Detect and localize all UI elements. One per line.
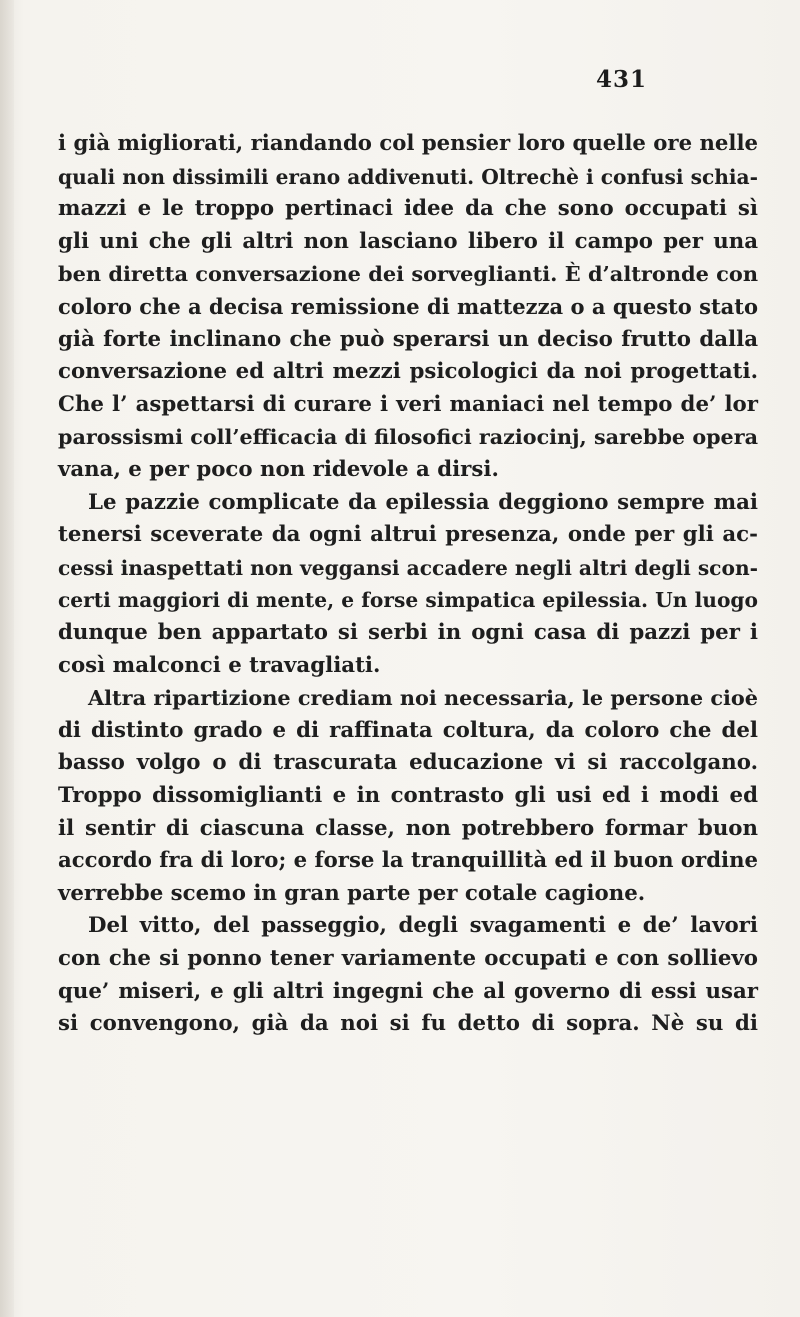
text-line: que’ miseri, e gli altri ingegni che al governo di essi usar (58, 978, 758, 1004)
text-line: certi maggiori di mente, e forse simpatica epilessia. Un luogo (58, 588, 758, 613)
text-line: tenersi sceverate da ogni altrui presenza, onde per gli ac- (58, 522, 758, 548)
text-line: così malconci e travagliati. (58, 652, 381, 678)
page-gutter (0, 0, 14, 1317)
text-line: Altra ripartizione crediam noi necessaria, le persone cioè (88, 685, 758, 711)
text-line: cessi inaspettati non veggansi accadere negli altri degli scon- (58, 555, 758, 580)
text-line: con che si ponno tener variamente occupati e con sollievo (58, 946, 758, 971)
text-line: ben diretta conversazione dei sorveglianti. È d’altronde con (58, 261, 758, 287)
text-line: i già migliorati, riandando col pensier loro quelle ore nelle (58, 131, 758, 156)
page-number: 431 (596, 66, 648, 93)
text-line: Del vitto, del passeggio, degli svagamenti e de’ lavori (88, 913, 758, 939)
text-line: verrebbe scemo in gran parte per cotale cagione. (58, 880, 646, 906)
text-line: mazzi e le troppo pertinaci idee da che sono occupati sì (58, 196, 758, 222)
text-line: Le pazzie complicate da epilessia deggiono sempre mai (88, 489, 758, 515)
text-line: basso volgo o di trascurata educazione vi si raccolgano. (58, 750, 758, 776)
text-line: gli uni che gli altri non lasciano libero il campo per una (58, 228, 758, 254)
text-line: accordo fra di loro; e forse la tranquillità ed il buon ordine (58, 848, 758, 874)
text-line: conversazione ed altri mezzi psicologici da noi progettati. (58, 359, 758, 385)
text-line: coloro che a decisa remissione di mattezza o a questo stato (58, 294, 758, 319)
text-line: si convengono, già da noi si fu detto di sopra. Nè su di (58, 1011, 758, 1037)
text-line: Troppo dissomiglianti e in contrasto gli usi ed i modi ed (58, 783, 758, 808)
text-line: quali non dissimili erano addivenuti. Oltrechè i confusi schia- (58, 164, 758, 189)
text-line: Che l’ aspettarsi di curare i veri maniaci nel tempo de’ lor (58, 391, 758, 417)
text-line: il sentir di ciascuna classe, non potrebbero formar buon (58, 815, 758, 841)
text-line: già forte inclinano che può sperarsi un deciso frutto dalla (58, 326, 758, 352)
text-line: di distinto grado e di raffinata coltura, da coloro che del (58, 717, 758, 743)
text-line: parossismi coll’efficacia di filosofici raziocinj, sarebbe opera (58, 425, 758, 450)
text-line: dunque ben appartato si serbi in ogni casa di pazzi per i (58, 620, 758, 645)
text-line: vana, e per poco non ridevole a dirsi. (58, 457, 499, 482)
